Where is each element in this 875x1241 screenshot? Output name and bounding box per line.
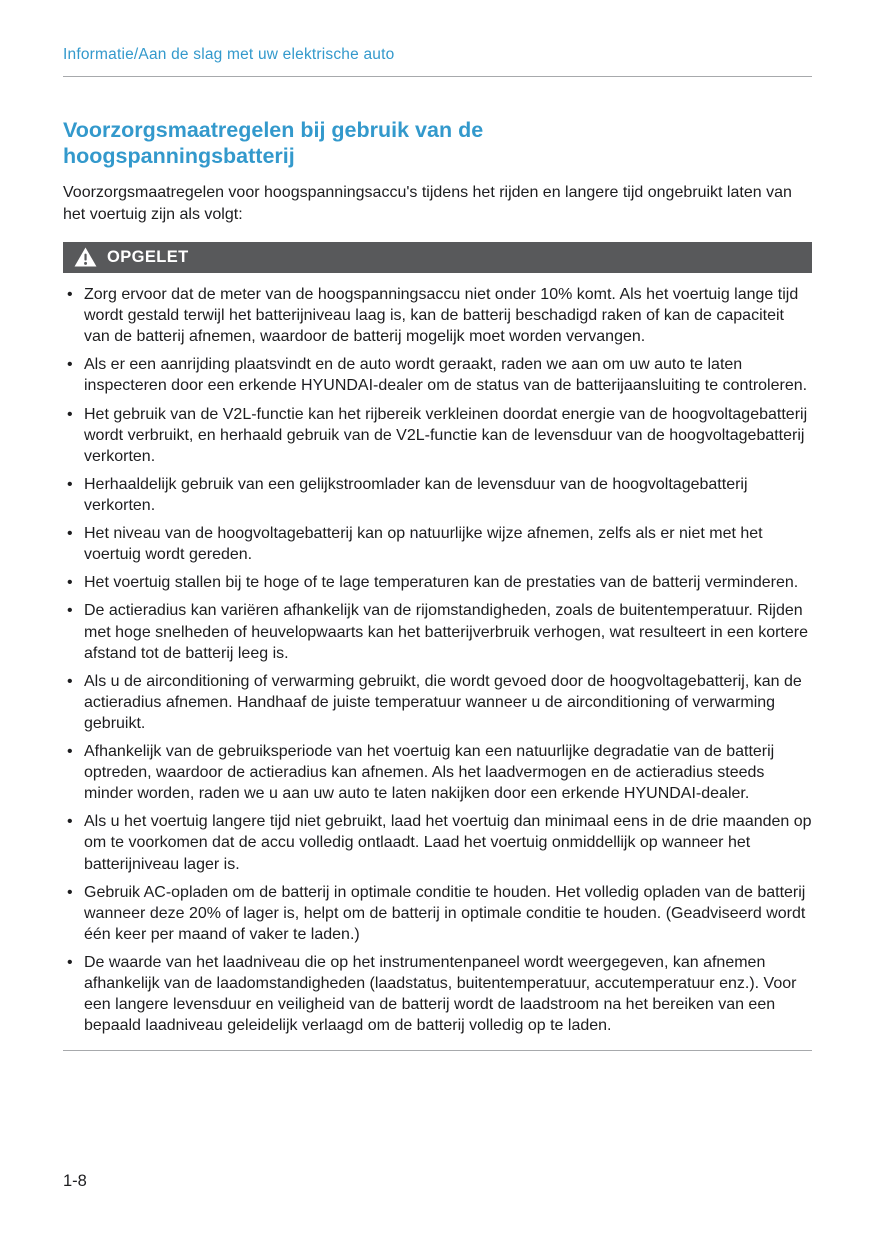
caution-item: • Herhaaldelijk gebruik van een gelijkstroomlader kan de levensduur van de hoogvoltagebatterij verkorten.	[63, 474, 812, 516]
caution-item: • Als u het voertuig langere tijd niet gebruikt, laad het voertuig dan minimaal eens in de drie maanden op om te voorkomen dat de accu volledig ontlaadt. Laad het voertuig onmiddellijk op wanneer het batterijniveau lager is.	[63, 811, 812, 874]
caution-item: • Het gebruik van de V2L-functie kan het rijbereik verkleinen doordat energie van de hoogvoltagebatterij wordt verbruikt, en herhaald gebruik van de V2L-functie kan de levensduur van de hoogvoltagebatterij verkorten.	[63, 404, 812, 467]
caution-banner	[63, 242, 812, 273]
section-intro: Voorzorgsmaatregelen voor hoogspanningsaccu's tijdens het rijden en langere tijd ongebruikt laten van het voertuig zijn als volgt:	[63, 184, 792, 223]
page-header-breadcrumb: Informatie/Aan de slag met uw elektrische auto	[63, 46, 395, 63]
header-divider	[63, 76, 812, 77]
warning-triangle-icon	[74, 247, 97, 267]
caution-list	[63, 284, 812, 1037]
caution-label: OPGELET	[107, 247, 189, 266]
caution-item: • Het voertuig stallen bij te hoge of te lage temperaturen kan de prestaties van de batterij verminderen.	[63, 572, 812, 593]
caution-item: • Het niveau van de hoogvoltagebatterij kan op natuurlijke wijze afnemen, zelfs als er niet met het voertuig wordt gereden.	[63, 523, 812, 565]
page-number: 1-8	[63, 1172, 87, 1190]
caution-item: • Gebruik AC-opladen om de batterij in optimale conditie te houden. Het volledig opladen van de batterij wanneer deze 20% of lager is, helpt om de batterij in optimale conditie te houden. (Geadviseerd wordt één keer per maand of vaker te laden.)	[63, 882, 812, 945]
caution-item: • De actieradius kan variëren afhankelijk van de rijomstandigheden, zoals de buitentemperatuur. Rijden met hoge snelheden of heuvelopwaarts kan het batterijverbruik verhogen, wat resulteert in een kortere afstand tot de batterij leeg is.	[63, 600, 812, 663]
footer-divider	[63, 1050, 812, 1051]
caution-item: • Zorg ervoor dat de meter van de hoogspanningsaccu niet onder 10% komt. Als het voertuig lange tijd wordt gestald terwijl het batterijniveau laag is, kan de batterij beschadigd raken of kan de capaciteit van de batterij afnemen, waardoor de batterij mogelijk moet worden vervangen.	[63, 284, 812, 347]
section-title: Voorzorgsmaatregelen bij gebruik van de hoogspanningsbatterij	[63, 118, 484, 169]
caution-item: • Afhankelijk van de gebruiksperiode van het voertuig kan een natuurlijke degradatie van de batterij optreden, waardoor de actieradius kan afnemen. Als het laadvermogen en de actieradius steeds minder worden, raden we u aan uw auto te laten nakijken door een erkende HYUNDAI-dealer.	[63, 741, 812, 804]
caution-item: • Als er een aanrijding plaatsvindt en de auto wordt geraakt, raden we aan om uw auto te laten inspecteren door een erkende HYUNDAI-dealer om de status van de batterijaansluiting te controleren.	[63, 354, 812, 396]
caution-item: • De waarde van het laadniveau die op het instrumentenpaneel wordt weergegeven, kan afnemen afhankelijk van de laadomstandigheden (laadstatus, buitentemperatuur, accutemperatuur enz.). Voor een langere levensduur en veiligheid van de batterij wordt de laadstroom na het bereiken van een bepaald laadniveau geleidelijk verlaagd om de batterij volledig op te laden.	[63, 952, 812, 1036]
caution-item: • Als u de airconditioning of verwarming gebruikt, die wordt gevoed door de hoogvoltagebatterij, kan de actieradius afnemen. Handhaaf de juiste temperatuur wanneer u de airconditioning of verwarming gebruikt.	[63, 671, 812, 734]
